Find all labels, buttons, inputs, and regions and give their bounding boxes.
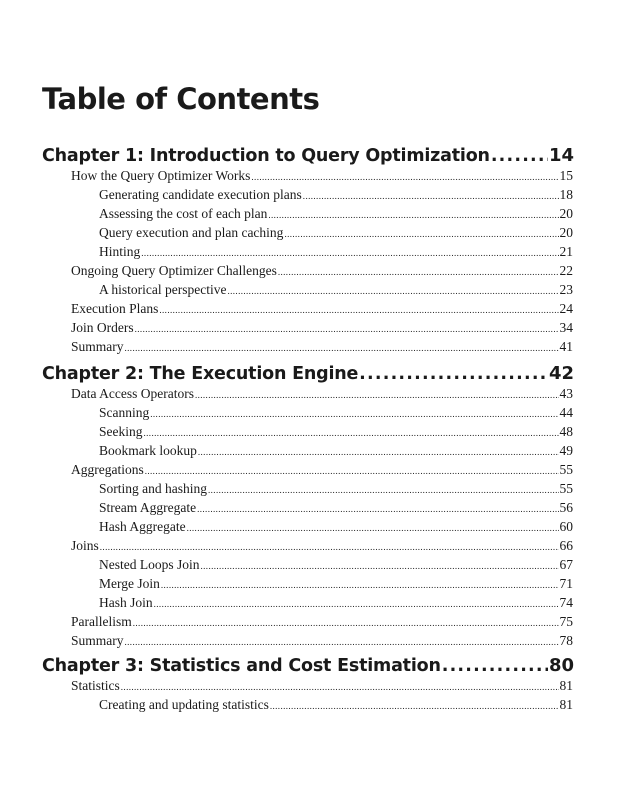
toc-entry-page-number: 48: [559, 424, 573, 439]
toc-entry-label: Chapter 1: Introduction to Query Optimization: [42, 146, 490, 166]
toc-entry-section[interactable]: [71, 320, 573, 336]
toc-entry-subsection[interactable]: [99, 557, 573, 573]
toc-entry-page-number: 74: [559, 595, 573, 610]
toc-entry-section[interactable]: [71, 301, 573, 317]
toc-entry-label: Seeking: [99, 424, 143, 439]
toc-entry-label: Bookmark lookup: [99, 443, 197, 458]
dot-leader: [159, 305, 558, 315]
toc-entry-page-number: 55: [559, 481, 573, 496]
toc-entry-label: Summary: [71, 633, 124, 648]
toc-entry-section[interactable]: [71, 462, 573, 478]
toc-entry-label: Join Orders: [71, 320, 134, 335]
dot-leader: [144, 428, 559, 438]
toc-entry-subsection[interactable]: [99, 595, 573, 611]
toc-entry-section[interactable]: [71, 263, 573, 279]
toc-entry-subsection[interactable]: [99, 576, 573, 592]
toc-entry-label: Hash Aggregate: [99, 519, 186, 534]
dot-leader: [270, 701, 559, 711]
dot-leader: [141, 248, 558, 258]
toc-entry-page-number: 42: [548, 363, 574, 384]
toc-entry-section[interactable]: [71, 633, 573, 649]
toc-entry-label: Data Access Operators: [71, 386, 194, 401]
toc-entry-page-number: 21: [559, 244, 573, 259]
toc-entry-label: Creating and updating statistics: [99, 697, 269, 712]
dot-leader: [145, 466, 559, 476]
dot-leader: [125, 637, 559, 647]
toc-entry-page-number: 56: [559, 500, 573, 515]
toc-entry-label: Assessing the cost of each plan: [99, 206, 268, 221]
dot-leader: [154, 599, 559, 609]
toc-entry-page-number: 20: [559, 225, 573, 240]
toc-entry-label: Merge Join: [99, 576, 160, 591]
toc-entry-section[interactable]: [71, 339, 573, 355]
toc-entry-page-number: 15: [559, 168, 573, 183]
toc-entry-subsection[interactable]: [99, 481, 573, 497]
dot-leader: [227, 286, 558, 296]
toc-entry-label: Sorting and hashing: [99, 481, 207, 496]
toc-entry-subsection[interactable]: [99, 424, 573, 440]
toc-entry-subsection[interactable]: [99, 187, 573, 203]
dot-leader: [121, 682, 559, 692]
toc-entry-page-number: 71: [559, 576, 573, 591]
page-title: Table of Contents: [42, 82, 320, 116]
toc-entry-page-number: 66: [559, 538, 573, 553]
dot-leader: [198, 447, 559, 457]
toc-entry-page-number: 49: [559, 443, 573, 458]
toc-entry-subsection[interactable]: [99, 519, 573, 535]
toc-entry-page-number: 43: [559, 386, 573, 401]
toc-entry-section[interactable]: [71, 678, 573, 694]
dot-leader: [195, 390, 559, 400]
toc-entry-subsection[interactable]: [99, 244, 573, 260]
toc-entry-page-number: 44: [559, 405, 573, 420]
toc-entry-label: Aggregations: [71, 462, 144, 477]
dot-leader: [125, 343, 559, 353]
dot-leader: [442, 656, 548, 676]
toc-entry-page-number: 34: [559, 320, 573, 335]
toc-entry-section[interactable]: [71, 538, 573, 554]
toc-entry-page-number: 75: [559, 614, 573, 629]
toc-entry-chapter[interactable]: [42, 145, 574, 166]
toc-entry-subsection[interactable]: [99, 500, 573, 516]
toc-entry-page-number: 18: [559, 187, 573, 202]
toc-entry-label: Chapter 3: Statistics and Cost Estimation: [42, 656, 441, 676]
toc-entry-label: Summary: [71, 339, 124, 354]
dot-leader: [278, 267, 559, 277]
toc-entry-page-number: 80: [548, 655, 574, 676]
dot-leader: [491, 146, 548, 166]
toc-entry-label: Ongoing Query Optimizer Challenges: [71, 263, 277, 278]
toc-entry-label: Chapter 2: The Execution Engine: [42, 364, 359, 384]
toc-entry-subsection[interactable]: [99, 206, 573, 222]
toc-entry-subsection[interactable]: [99, 697, 573, 713]
toc-entry-subsection[interactable]: [99, 443, 573, 459]
dot-leader: [135, 324, 559, 334]
toc-entry-label: Execution Plans: [71, 301, 159, 316]
toc-entry-page-number: 24: [559, 301, 573, 316]
toc-entry-label: How the Query Optimizer Works: [71, 168, 251, 183]
toc-entry-label: Statistics: [71, 678, 120, 693]
toc-entry-page-number: 20: [559, 206, 573, 221]
toc-entry-label: Hinting: [99, 244, 141, 259]
toc-entry-label: A historical perspective: [99, 282, 227, 297]
toc-entry-label: Query execution and plan caching: [99, 225, 284, 240]
dot-leader: [359, 364, 548, 384]
toc-entry-page-number: 55: [559, 462, 573, 477]
toc-entry-label: Scanning: [99, 405, 150, 420]
toc-entry-page-number: 81: [559, 697, 573, 712]
toc-entry-subsection[interactable]: [99, 405, 573, 421]
dot-leader: [197, 504, 558, 514]
toc-entry-label: Stream Aggregate: [99, 500, 197, 515]
dot-leader: [268, 210, 558, 220]
toc-entry-label: Joins: [71, 538, 99, 553]
toc-entry-page-number: 67: [559, 557, 573, 572]
dot-leader: [161, 580, 559, 590]
toc-entry-label: Parallelism: [71, 614, 132, 629]
toc-entry-chapter[interactable]: [42, 655, 574, 676]
dot-leader: [100, 542, 559, 552]
toc-entry-page-number: 14: [548, 145, 574, 166]
dot-leader: [133, 618, 559, 628]
toc-entry-label: Nested Loops Join: [99, 557, 200, 572]
dot-leader: [284, 229, 558, 239]
dot-leader: [303, 191, 559, 201]
toc-entry-page-number: 81: [559, 678, 573, 693]
toc-entry-page-number: 22: [559, 263, 573, 278]
toc-entry-section[interactable]: [71, 386, 573, 402]
toc-entry-label: Hash Join: [99, 595, 153, 610]
toc-entry-page-number: 60: [559, 519, 573, 534]
toc-entry-label: Generating candidate execution plans: [99, 187, 302, 202]
dot-leader: [208, 485, 559, 495]
dot-leader: [150, 409, 558, 419]
dot-leader: [201, 561, 559, 571]
toc-entry-subsection[interactable]: [99, 225, 573, 241]
dot-leader: [187, 523, 559, 533]
toc-entry-subsection[interactable]: [99, 282, 573, 298]
toc-entry-page-number: 78: [559, 633, 573, 648]
toc-entry-section[interactable]: [71, 168, 573, 184]
toc-entry-page-number: 23: [559, 282, 573, 297]
toc-entry-chapter[interactable]: [42, 363, 574, 384]
toc-entry-page-number: 41: [559, 339, 573, 354]
toc-entry-section[interactable]: [71, 614, 573, 630]
dot-leader: [251, 172, 558, 182]
